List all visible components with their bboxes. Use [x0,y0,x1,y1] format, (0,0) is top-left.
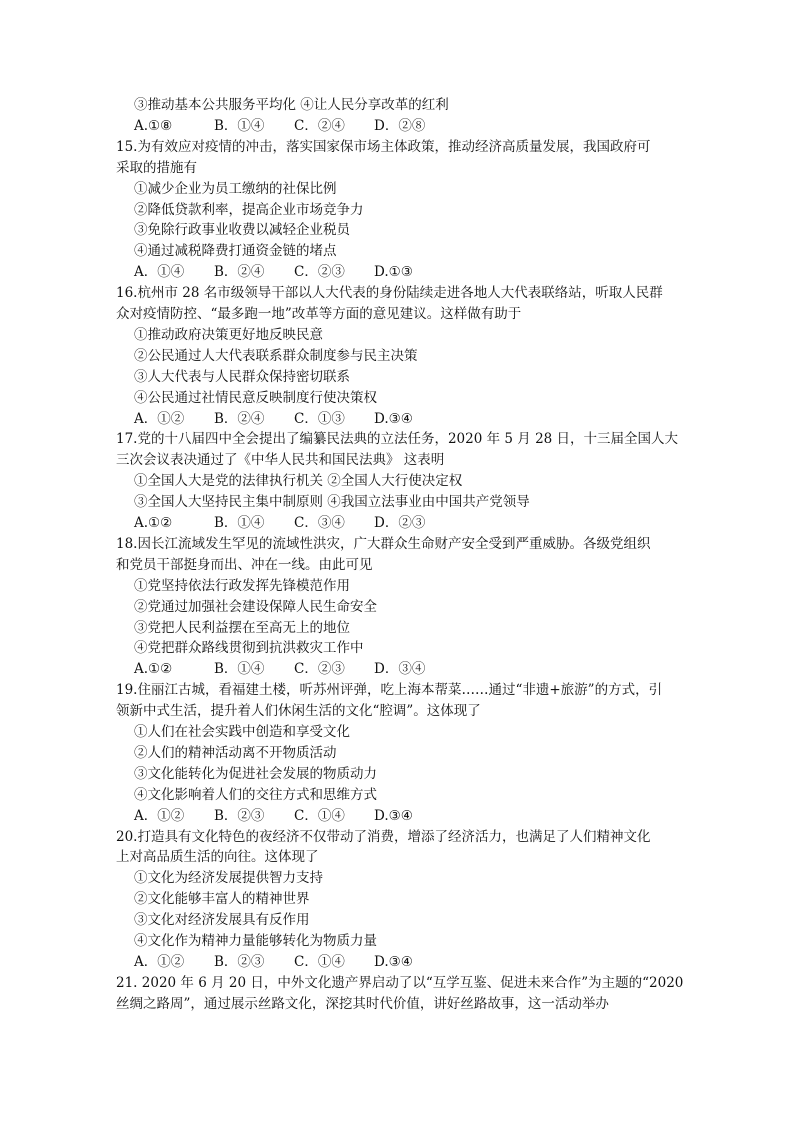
answer-choice: B．②④ [214,264,265,281]
option-text: ④党把群众路线贯彻到抗洪救灾工作中 [134,640,364,657]
answer-choices [134,513,454,533]
question-text: 21. 2020 年 6 月 20 日，中外文化遗产界启动了以“互学互鉴、促进未来合作”为主题的“2020 [116,974,684,991]
option-text: ④文化影响着人们的交往方式和思维方式 [134,786,377,803]
option-text: ②降低贷款利率，提高企业市场竞争力 [134,201,364,218]
answer-choice: A．①② [134,953,185,970]
option-text: ③文化对经济发展具有反作用 [134,912,310,929]
answer-choice: B．②③ [214,953,265,970]
option-text: ③党把人民利益摆在至高无上的地位 [134,619,350,636]
answer-choice: D.③④ [374,410,413,427]
option-text: ①文化为经济发展提供智力支持 [134,870,323,887]
answer-choice: D.①③ [374,264,413,281]
option-text: ②文化能够丰富人的精神世界 [134,891,310,908]
answer-choices [134,116,454,136]
question-text: 18.因长江流域发生罕见的流域性洪灾，广大群众生命财产安全受到严重威胁。各级党组织 [116,535,651,552]
answer-choice: D.③④ [374,953,413,970]
question-text: 领新中式生活，提升着人们休闲生活的文化“腔调”。这体现了 [116,703,481,720]
answer-choices [134,409,454,429]
answer-choice: A.①② [134,515,173,531]
option-text: ①人们在社会实践中创造和享受文化 [134,724,350,740]
answer-choices [134,262,454,282]
answer-choice: C．③④ [294,515,345,531]
question-text: 19.住丽江古城，看福建土楼，听苏州评弹，吃上海本帮菜……通过“非遗+旅游”的方式，引 [116,682,663,699]
option-text: ③人大代表与人民群众保持密切联系 [134,368,350,385]
answer-choice: D．③④ [374,661,426,678]
answer-choice: C．①④ [294,953,345,970]
option-text: ②党通过加强社会建设保障人民生命安全 [134,598,377,615]
option-text: ③文化能转化为促进社会发展的物质动力 [134,765,377,782]
question-text: 20.打造具有文化特色的夜经济不仅带动了消费，增添了经济活力，也满足了人们精神文化 [116,828,651,845]
answer-choice: B．②③ [214,807,265,824]
option-text: ④通过减税降费打通资金链的堵点 [134,243,337,260]
answer-choice: D．②③ [374,515,426,531]
option-text: ②人们的精神活动离不开物质活动 [134,744,337,761]
answer-choice: D．②⑧ [374,117,426,134]
answer-choices [134,659,454,679]
option-text: ①推动政府决策更好地反映民意 [134,326,323,343]
option-text: ①党坚持依法行政发挥先锋模范作用 [134,577,350,594]
option-text: ①全国人大是党的法律执行机关 ②全国人大行使决定权 [134,473,463,490]
question-text: 15.为有效应对疫情的冲击，落实国家保市场主体政策，推动经济高质量发展，我国政府可 [116,138,651,155]
answer-choice: C．②③ [294,264,345,281]
question-text: 16.杭州市 28 名市级领导干部以人大代表的身份陆续走进各地人大代表联络站，听取人民群 [116,285,663,302]
question-text: 上对高品质生活的向往。这体现了 [116,849,319,866]
answer-choice: C．①④ [294,807,345,824]
question-text: 和党员干部挺身而出、冲在一线。由此可见 [116,556,373,573]
option-text: ②公民通过人大代表联系群众制度参与民主决策 [134,347,418,364]
option-text: ④文化作为精神力量能够转化为物质力量 [134,933,377,949]
answer-choice: A．①② [134,410,185,427]
question-text: 三次会议表决通过了《中华人民共和国民法典》 这表明 [116,452,445,469]
answer-choice: C．②④ [294,117,345,134]
answer-choice: C．①③ [294,410,345,427]
answer-choice: B．①④ [214,515,265,531]
answer-choice: C．②③ [294,661,345,678]
answer-choice: A.①⑧ [134,117,173,134]
option-text: ④公民通过社情民意反映制度行使决策权 [134,389,377,406]
answer-choice: B．①④ [214,661,265,678]
option-text: ①减少企业为员工缴纳的社保比例 [134,180,337,197]
answer-choice: A.①② [134,661,173,678]
answer-choice: A．①④ [134,264,185,281]
answer-choice: B．①④ [214,117,265,134]
answer-choice: A．①② [134,807,185,824]
question-text: 众对疫情防控、“最多跑一地”改革等方面的意见建议。这样做有助于 [116,306,522,322]
question-text: 采取的措施有 [116,159,197,176]
answer-choices [134,952,454,972]
option-text: ③免除行政事业收费以减轻企业税员 [134,222,350,239]
question-text: 丝绸之路周”，通过展示丝路文化，深挖其时代价值，讲好丝路故事，这一活动举办 [116,995,609,1012]
answer-choice: D.③④ [374,807,413,824]
question-text: 17.党的十八届四中全会提出了编纂民法典的立法任务，2020 年 5 月 28 日，十三届全国人大 [116,431,679,448]
answer-choice: B．②④ [214,410,265,427]
option-text: ③全国人大坚持民主集中制原则 ④我国立法事业由中国共产党领导 [134,494,530,511]
option-text: ③推动基本公共服务平均化 ④让人民分享改革的红利 [134,97,449,113]
answer-choices [134,806,454,826]
